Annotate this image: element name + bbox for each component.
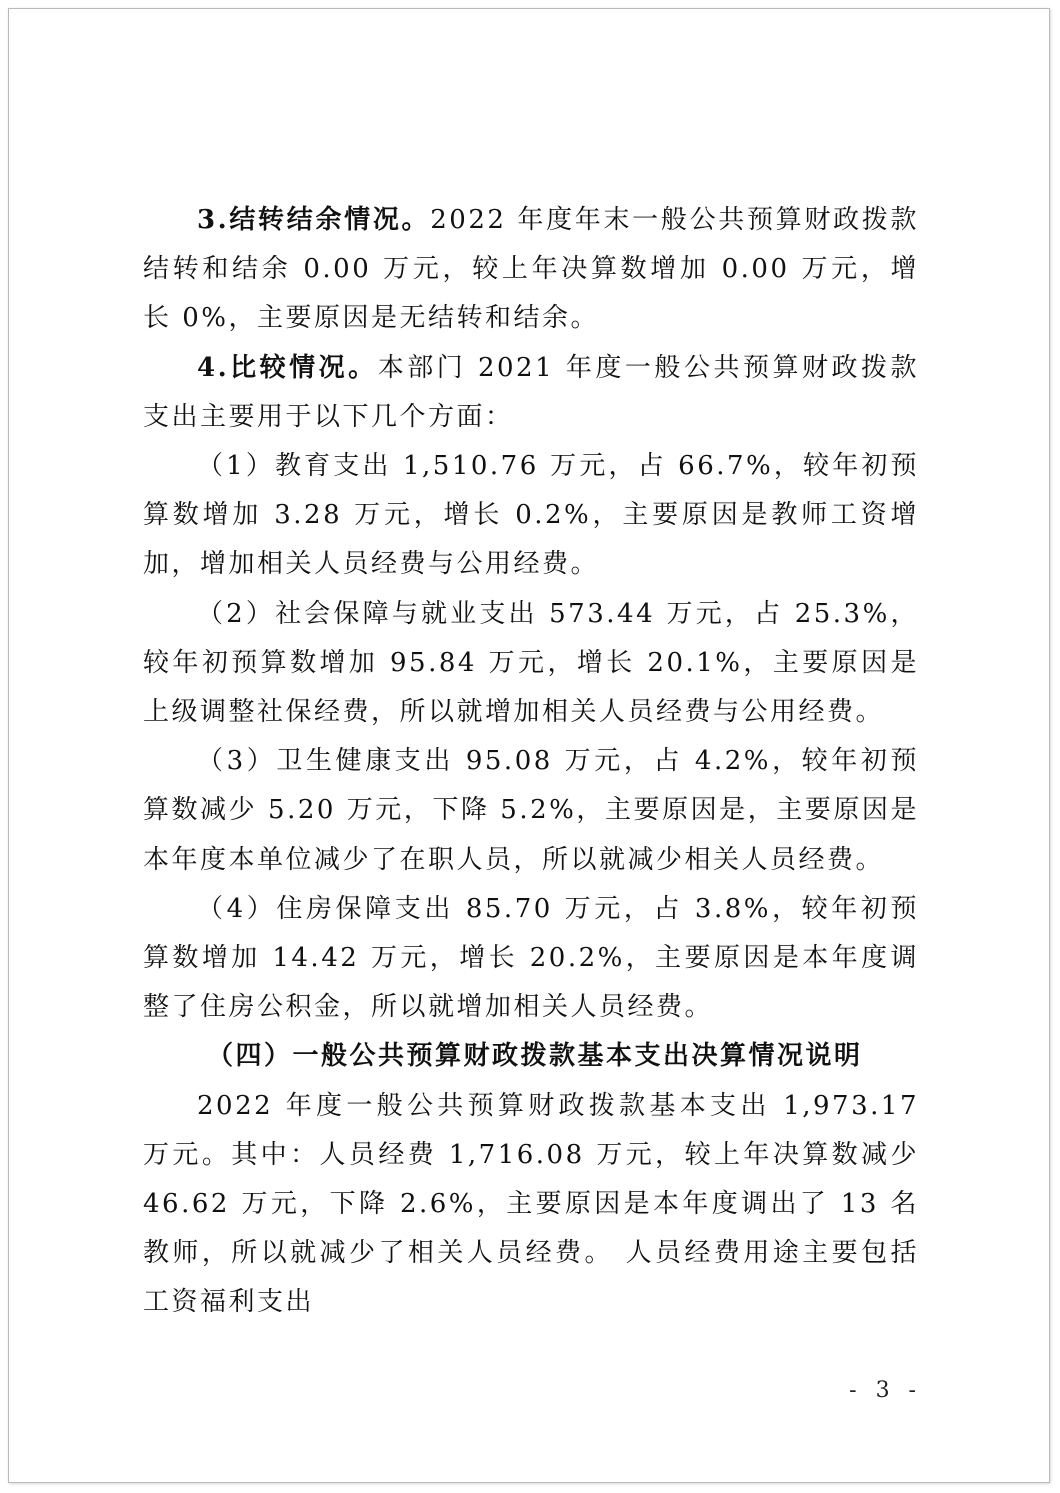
section-heading: （四）一般公共预算财政拨款基本支出决算情况说明 xyxy=(207,1041,863,1072)
paragraph-health-expense: （3）卫生健康支出 95.08 万元，占 4.2%，较年初预算数减少 5.20 万元，下降 5.2%，主要原因是，主要原因是本年度本单位减少了在职人员，所以就减少相关人员经费。 xyxy=(143,746,919,875)
document-body xyxy=(143,196,919,1328)
paragraph-comparison xyxy=(143,344,919,442)
paragraph-basic-expenditure: 2022 年度一般公共预算财政拨款基本支出 1,973.17 万元。其中：人员经费 1,716.08 万元，较上年决算数减少 46.62 万元，下降 2.6%，主要原因是本年度调出了 13 名教师，所以就减少了相关人员经费。 人员经费用途主要包括工资福利支出 xyxy=(143,1090,919,1318)
paragraph-carryover-balance xyxy=(143,196,919,344)
paragraph-lead-heading: 4.比较情况。 xyxy=(197,352,378,383)
paragraph-text: 本部门 2021 年度一般公共预算财政拨款支出主要用于以下几个方面： xyxy=(143,352,919,432)
paragraph-education-expense: （1）教育支出 1,510.76 万元，占 66.7%，较年初预算数增加 3.28 万元，增长 0.2%，主要原因是教师工资增加，增加相关人员经费与公用经费。 xyxy=(143,451,919,580)
page-number: - 3 - xyxy=(849,1378,922,1403)
paragraph-social-security-expense: （2）社会保障与就业支出 573.44 万元，占 25.3%，较年初预算数增加 95.84 万元，增长 20.1%，主要原因是上级调整社保经费，所以就增加相关人员经费与公用经费。 xyxy=(143,598,919,728)
paragraph-housing-expense: （4）住房保障支出 85.70 万元，占 3.8%，较年初预算数增加 14.42 万元，增长 20.2%，主要原因是本年度调整了住房公积金，所以就增加相关人员经费。 xyxy=(143,893,919,1023)
paragraph-lead-heading: 3.结转结余情况。 xyxy=(197,205,431,235)
paragraph-text: 2022 年度年末一般公共预算财政拨款结转和结余 0.00 万元，较上年决算数增加 0.00 万元，增长 0%，主要原因是无结转和结余。 xyxy=(143,205,919,334)
